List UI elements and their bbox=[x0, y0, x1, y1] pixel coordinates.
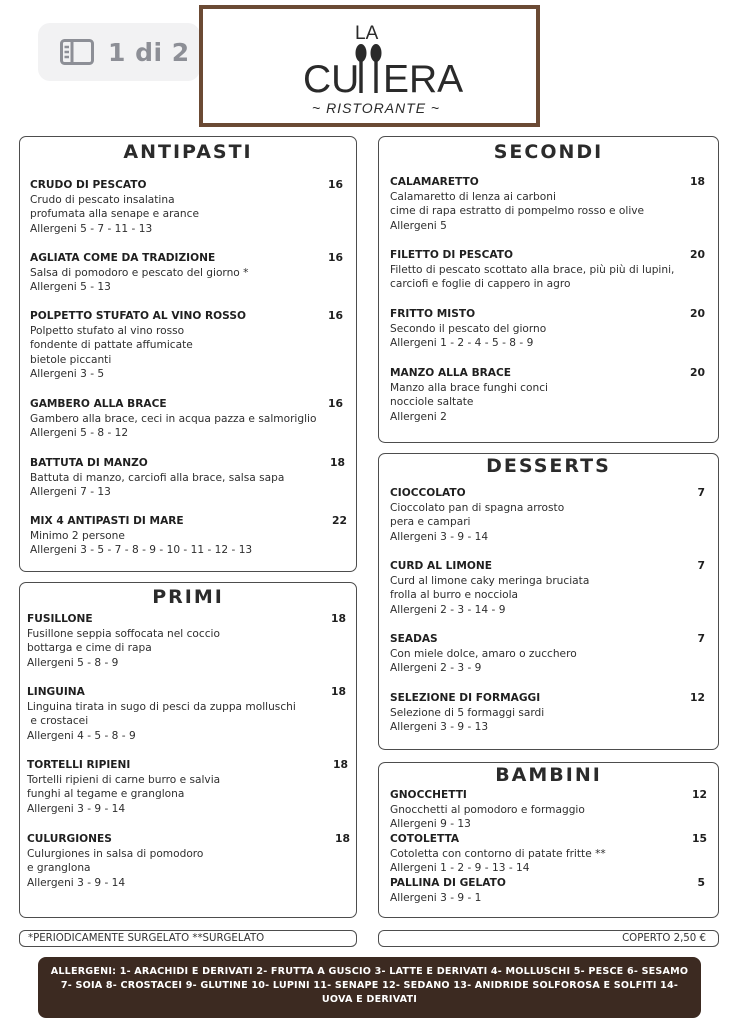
item-price: 12 bbox=[689, 691, 705, 704]
section-title-desserts: DESSERTS bbox=[486, 455, 611, 477]
item-allergens: Allergeni 3 - 5 bbox=[30, 368, 105, 381]
item-desc: Fusillone seppia soffocata nel coccio bbox=[27, 627, 220, 640]
item-allergens: Allergeni 7 - 13 bbox=[30, 486, 111, 499]
item-desc: fondente di pattate affumicate bbox=[30, 339, 193, 352]
menu-item bbox=[390, 559, 589, 617]
item-desc: profumata alla senape e arance bbox=[30, 208, 199, 221]
restaurant-logo bbox=[199, 5, 540, 127]
item-allergens: Allergeni 2 bbox=[390, 410, 447, 423]
item-desc: Minimo 2 persone bbox=[30, 529, 125, 542]
menu-item bbox=[390, 876, 506, 905]
item-price: 20 bbox=[689, 366, 705, 379]
item-allergens: Allergeni 1 - 2 - 9 - 13 - 14 bbox=[390, 862, 530, 875]
item-name: MANZO ALLA BRACE bbox=[390, 367, 512, 379]
item-price: 18 bbox=[330, 612, 346, 625]
menu-item bbox=[27, 832, 203, 890]
item-price: 7 bbox=[697, 632, 705, 645]
item-desc: Curd al limone caky meringa bruciata bbox=[390, 574, 590, 587]
frozen-note bbox=[19, 930, 357, 947]
item-allergens: Allergeni 9 - 13 bbox=[390, 818, 471, 831]
item-price: 18 bbox=[334, 832, 350, 845]
item-desc: Gnocchetti al pomodoro e formaggio bbox=[390, 803, 585, 816]
item-allergens: Allergeni 2 - 3 - 14 - 9 bbox=[390, 603, 506, 616]
item-desc: Gambero alla brace, ceci in acqua pazza e salmoriglio bbox=[30, 412, 317, 425]
menu-item bbox=[30, 309, 246, 382]
item-desc: Selezione di 5 formaggi sardi bbox=[390, 706, 545, 719]
item-price: 12 bbox=[691, 788, 707, 801]
menu-item bbox=[27, 685, 296, 743]
section-title-secondi: SECONDI bbox=[493, 141, 604, 163]
item-allergens: Allergeni 2 - 3 - 9 bbox=[390, 662, 482, 675]
item-name: SELEZIONE DI FORMAGGI bbox=[390, 692, 541, 704]
menu-item bbox=[30, 251, 248, 295]
item-desc: Culurgiones in salsa di pomodoro bbox=[27, 847, 204, 860]
item-name: CALAMARETTO bbox=[390, 176, 479, 188]
coperto-note bbox=[378, 930, 719, 947]
page-indicator[interactable] bbox=[38, 23, 200, 81]
section-title-bambini: BAMBINI bbox=[495, 764, 602, 786]
item-allergens: Allergeni 3 - 9 - 1 bbox=[390, 891, 482, 904]
item-price: 7 bbox=[697, 486, 705, 499]
coperto-text: COPERTO 2,50 € bbox=[622, 933, 706, 944]
item-allergens: Allergeni 5 - 8 - 12 bbox=[30, 427, 129, 440]
bambini-section bbox=[378, 762, 719, 918]
item-desc: bietole piccanti bbox=[30, 353, 112, 366]
item-desc: bottarga e cime di rapa bbox=[27, 642, 152, 655]
item-desc: Secondo il pescato del giorno bbox=[390, 322, 547, 335]
page-indicator-text: 1 di 2 bbox=[108, 37, 190, 67]
spoon-icon bbox=[356, 44, 382, 93]
item-name: BATTUTA DI MANZO bbox=[30, 457, 148, 469]
item-desc: Con miele dolce, amaro o zucchero bbox=[390, 647, 577, 660]
item-desc: Polpetto stufato al vino rosso bbox=[30, 324, 185, 337]
item-name: GAMBERO ALLA BRACE bbox=[30, 398, 167, 410]
item-allergens: Allergeni 3 - 9 - 14 bbox=[390, 530, 489, 543]
item-desc: Cioccolato pan di spagna arrosto bbox=[390, 501, 565, 514]
item-price: 18 bbox=[689, 175, 705, 188]
menu-item bbox=[390, 632, 577, 676]
item-allergens: Allergeni 5 - 13 bbox=[30, 281, 111, 294]
menu-item bbox=[27, 758, 220, 816]
item-name: CULURGIONES bbox=[27, 833, 112, 845]
item-desc: funghi al tegame e granglona bbox=[27, 788, 185, 801]
item-desc: Salsa di pomodoro e pescato del giorno * bbox=[30, 266, 249, 279]
item-desc: pera e campari bbox=[390, 516, 471, 529]
menu-item bbox=[30, 514, 252, 558]
item-price: 16 bbox=[327, 251, 343, 264]
item-allergens: Allergeni 5 - 8 - 9 bbox=[27, 656, 119, 669]
item-desc: Crudo di pescato insalatina bbox=[30, 193, 175, 206]
item-name: CIOCCOLATO bbox=[390, 487, 466, 499]
item-price: 16 bbox=[327, 397, 343, 410]
menu-item bbox=[30, 397, 316, 441]
item-desc: Manzo alla brace funghi conci bbox=[390, 381, 548, 394]
menu-item bbox=[30, 456, 284, 500]
item-price: 18 bbox=[332, 758, 348, 771]
item-name: FILETTO DI PESCATO bbox=[390, 249, 513, 261]
item-desc: nocciole saltate bbox=[390, 396, 474, 409]
item-price: 18 bbox=[329, 456, 345, 469]
item-desc: cime di rapa estratto di pompelmo rosso e olive bbox=[390, 205, 645, 218]
item-name: TORTELLI RIPIENI bbox=[27, 759, 131, 771]
menu-item bbox=[390, 832, 606, 876]
item-name: LINGUINA bbox=[27, 686, 85, 698]
logo-line2-left: CU bbox=[303, 58, 360, 101]
menu-item bbox=[30, 178, 199, 236]
item-desc: frolla al burro e nocciola bbox=[390, 589, 519, 602]
item-allergens: Allergeni 3 - 9 - 14 bbox=[27, 876, 126, 889]
item-price: 7 bbox=[697, 559, 705, 572]
item-name: GNOCCHETTI bbox=[390, 789, 467, 801]
item-allergens: Allergeni 4 - 5 - 8 - 9 bbox=[27, 729, 136, 742]
allergens-legend-text: ALLERGENI: 1- ARACHIDI E DERIVATI 2- FRUTTA A GUSCIO 3- LATTE E DERIVATI 4- MOLLUSCHI 5- PESCE 6- SESAMO 7- SOIA 8- CROSTACEI 9- GLUTINE 10- LUPINI 11- SENAPE 12- SEDANO 13- ANIDRIDE SOLFOROSA E SOLFITI 14- UOVA E DERIVATI bbox=[50, 966, 689, 1005]
item-desc: Calamaretto di lenza ai carboni bbox=[390, 190, 556, 203]
item-name: MIX 4 ANTIPASTI DI MARE bbox=[30, 515, 184, 527]
item-desc: e granglona bbox=[27, 862, 91, 875]
item-name: CURD AL LIMONE bbox=[390, 560, 492, 572]
item-desc: carciofi e foglie di cappero in agro bbox=[390, 278, 571, 291]
item-price: 5 bbox=[697, 876, 705, 889]
item-name: AGLIATA COME DA TRADIZIONE bbox=[30, 252, 216, 264]
item-allergens: Allergeni 3 - 5 - 7 - 8 - 9 - 10 - 11 - 12 - 13 bbox=[30, 544, 253, 557]
item-desc: e crostacei bbox=[27, 715, 89, 728]
item-desc: Tortelli ripieni di carne burro e salvia bbox=[27, 773, 221, 786]
section-title-primi: PRIMI bbox=[152, 586, 224, 608]
item-allergens: Allergeni 3 - 9 - 14 bbox=[27, 802, 126, 815]
item-name: PALLINA DI GELATO bbox=[390, 877, 506, 889]
logo-subtitle: ~ RISTORANTE ~ bbox=[312, 100, 441, 116]
item-allergens: Allergeni 5 - 7 - 11 - 13 bbox=[30, 222, 153, 235]
primi-section bbox=[19, 582, 357, 918]
sidebar-panel-icon bbox=[60, 39, 94, 65]
item-desc: Battuta di manzo, carciofi alla brace, salsa sapa bbox=[30, 471, 285, 484]
logo-line2-right: ERA bbox=[383, 58, 464, 101]
item-name: FRITTO MISTO bbox=[390, 308, 476, 320]
item-name: COTOLETTA bbox=[390, 833, 460, 845]
item-desc: Cotoletta con contorno di patate fritte ** bbox=[390, 847, 606, 860]
item-price: 22 bbox=[331, 514, 347, 527]
item-name: POLPETTO STUFATO AL VINO ROSSO bbox=[30, 310, 246, 322]
antipasti-section bbox=[19, 136, 357, 572]
frozen-note-text: *PERIODICAMENTE SURGELATO **SURGELATO bbox=[28, 933, 265, 944]
item-allergens: Allergeni 1 - 2 - 4 - 5 - 8 - 9 bbox=[390, 337, 534, 350]
item-price: 18 bbox=[330, 685, 346, 698]
item-allergens: Allergeni 5 bbox=[390, 219, 447, 232]
item-price: 15 bbox=[691, 832, 707, 845]
desserts-section bbox=[378, 453, 719, 750]
item-name: FUSILLONE bbox=[27, 613, 93, 625]
menu-item bbox=[27, 612, 220, 670]
menu-item bbox=[390, 366, 548, 424]
allergens-legend bbox=[38, 957, 701, 1018]
item-price: 20 bbox=[689, 307, 705, 320]
item-desc: Filetto di pescato scottato alla brace, più più di lupini, bbox=[390, 263, 675, 276]
menu-item bbox=[390, 175, 644, 233]
item-name: CRUDO DI PESCATO bbox=[30, 179, 147, 191]
logo-line1: LA bbox=[355, 23, 379, 44]
secondi-section bbox=[378, 136, 719, 443]
item-name: SEADAS bbox=[390, 633, 438, 645]
menu-item bbox=[390, 691, 544, 735]
menu-item bbox=[390, 486, 564, 544]
menu-item bbox=[390, 307, 546, 351]
item-price: 16 bbox=[327, 178, 343, 191]
section-title-antipasti: ANTIPASTI bbox=[123, 141, 253, 163]
item-allergens: Allergeni 3 - 9 - 13 bbox=[390, 721, 489, 734]
menu-item bbox=[390, 788, 585, 832]
item-desc: Linguina tirata in sugo di pesci da zuppa molluschi bbox=[27, 700, 296, 713]
menu-item bbox=[390, 248, 674, 292]
item-price: 20 bbox=[689, 248, 705, 261]
item-price: 16 bbox=[327, 309, 343, 322]
